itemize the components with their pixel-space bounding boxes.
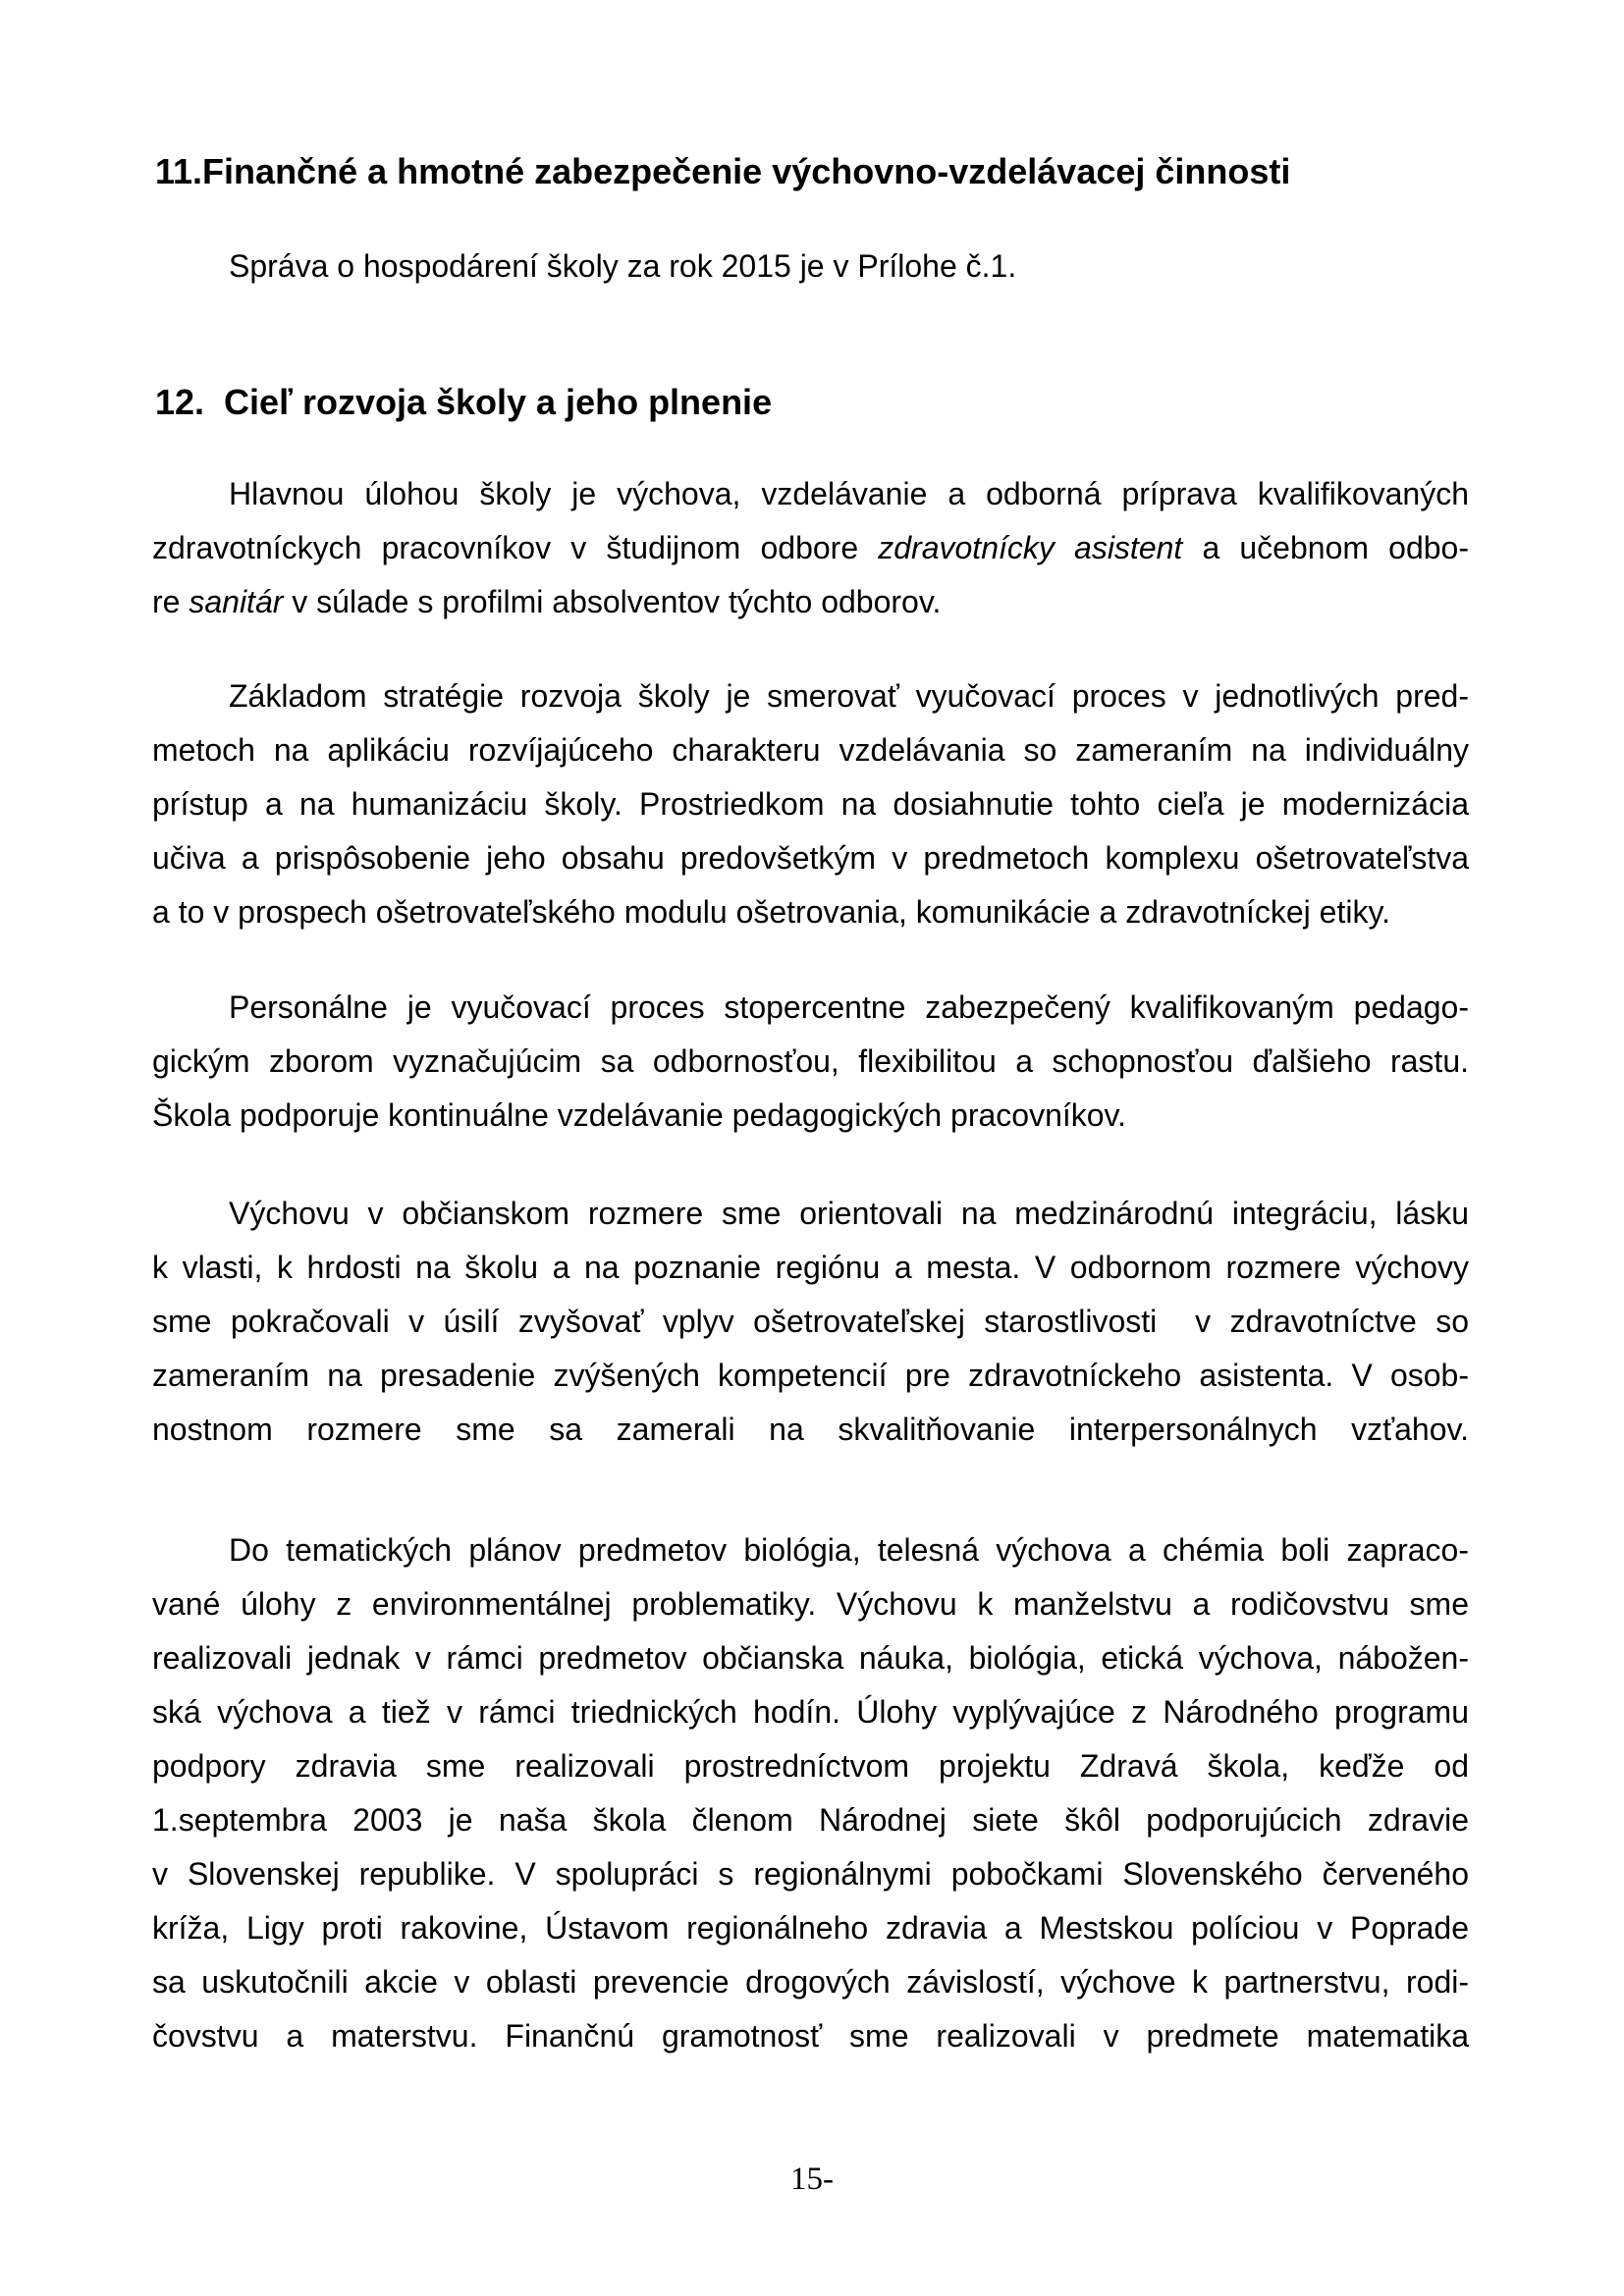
text-line: sa uskutočnili akcie v oblasti prevencie drogových závislostí, výchove k partnerstvu, rodi- bbox=[152, 1964, 1469, 2000]
text-line: k vlasti, k hrdosti na školu a na poznanie regiónu a mesta. V odbornom rozmere výchovy bbox=[152, 1250, 1469, 1285]
section-12-heading: 12. Cieľ rozvoja školy a jeho plnenie bbox=[155, 382, 773, 422]
text-line: re sanitár v súlade s profilmi absolventov týchto odborov. bbox=[152, 584, 942, 619]
text-line: Hlavnou úlohou školy je výchova, vzdelávanie a odborná príprava kvalifikovaných bbox=[229, 476, 1469, 511]
text-line: podpory zdravia sme realizovali prostredníctvom projektu Zdravá škola, keďže od bbox=[152, 1748, 1469, 1784]
section-11-heading: 11.Finančné a hmotné zabezpečenie výchovno-vzdelávacej činnosti bbox=[155, 151, 1291, 191]
text-line: Základom stratégie rozvoja školy je smerovať vyučovací proces v jednotlivých pred- bbox=[229, 678, 1469, 714]
text-line: učiva a prispôsobenie jeho obsahu predovšetkým v predmetoch komplexu ošetrovateľstva bbox=[152, 840, 1469, 876]
text-line: realizovali jednak v rámci predmetov občianska náuka, biológia, etická výchova, nábožen- bbox=[152, 1640, 1469, 1676]
text-line: v Slovenskej republike. V spolupráci s regionálnymi pobočkami Slovenského červeného bbox=[152, 1856, 1469, 1892]
text-line: Do tematických plánov predmetov biológia, telesná výchova a chémia boli zapraco- bbox=[229, 1532, 1469, 1568]
paragraph-main-task bbox=[152, 467, 1469, 629]
text-line: kríža, Ligy proti rakovine, Ústavom regionálneho zdravia a Mestskou políciou v Poprade bbox=[152, 1910, 1469, 1946]
paragraph-personnel bbox=[152, 981, 1469, 1143]
text-line: Škola podporuje kontinuálne vzdelávanie pedagogických pracovníkov. bbox=[152, 1097, 1127, 1133]
text-line: prístup a na humanizáciu školy. Prostriedkom na dosiahnutie tohto cieľa je modernizácia bbox=[152, 786, 1469, 822]
text-line: zdravotníckych pracovníkov v študijnom odbore zdravotnícky asistent a učebnom odbo- bbox=[152, 530, 1469, 565]
paragraph-civic-education bbox=[152, 1187, 1469, 1457]
paragraph-strategy bbox=[152, 669, 1469, 939]
text-line: gickým zborom vyznačujúcim sa odbornosťou, flexibilitou a schopnosťou ďalšieho rastu. bbox=[152, 1043, 1469, 1079]
text-line: zameraním na presadenie zvýšených kompetencií pre zdravotníckeho asistenta. V osob- bbox=[152, 1358, 1469, 1393]
text-line: čovstvu a materstvu. Finančnú gramotnosť sme realizovali v predmete matematika bbox=[152, 2018, 1469, 2054]
text-line: ská výchova a tiež v rámci triednických hodín. Úlohy vyplývajúce z Národného programu bbox=[152, 1694, 1469, 1730]
text-line: vané úlohy z environmentálnej problematiky. Výchovu k manželstvu a rodičovstvu sme bbox=[152, 1586, 1469, 1622]
text-line: sme pokračovali v úsilí zvyšovať vplyv ošetrovateľskej starostlivosti v zdravotníctve so bbox=[152, 1304, 1469, 1339]
paragraph-thematic-plans bbox=[152, 1523, 1469, 2063]
text-line: a to v prospech ošetrovateľského modulu ošetrovania, komunikácie a zdravotníckej etiky. bbox=[152, 894, 1390, 930]
text-line: Výchovu v občianskom rozmere sme orientovali na medzinárodnú integráciu, lásku bbox=[229, 1196, 1469, 1231]
text-line: metoch na aplikáciu rozvíjajúceho charakteru vzdelávania so zameraním na individuálny bbox=[152, 732, 1469, 768]
text-line: Personálne je vyučovací proces stopercentne zabezpečený kvalifikovaným pedago- bbox=[229, 989, 1469, 1025]
text-line: 1.septembra 2003 je naša škola členom Národnej siete škôl podporujúcich zdravie bbox=[152, 1802, 1469, 1838]
text-line: nostnom rozmere sme sa zamerali na skvalitňovanie interpersonálnych vzťahov. bbox=[152, 1412, 1469, 1447]
section-11-paragraph: Správa o hospodárení školy za rok 2015 je v Prílohe č.1. bbox=[229, 248, 1017, 284]
page-number: 15- bbox=[790, 2162, 834, 2197]
